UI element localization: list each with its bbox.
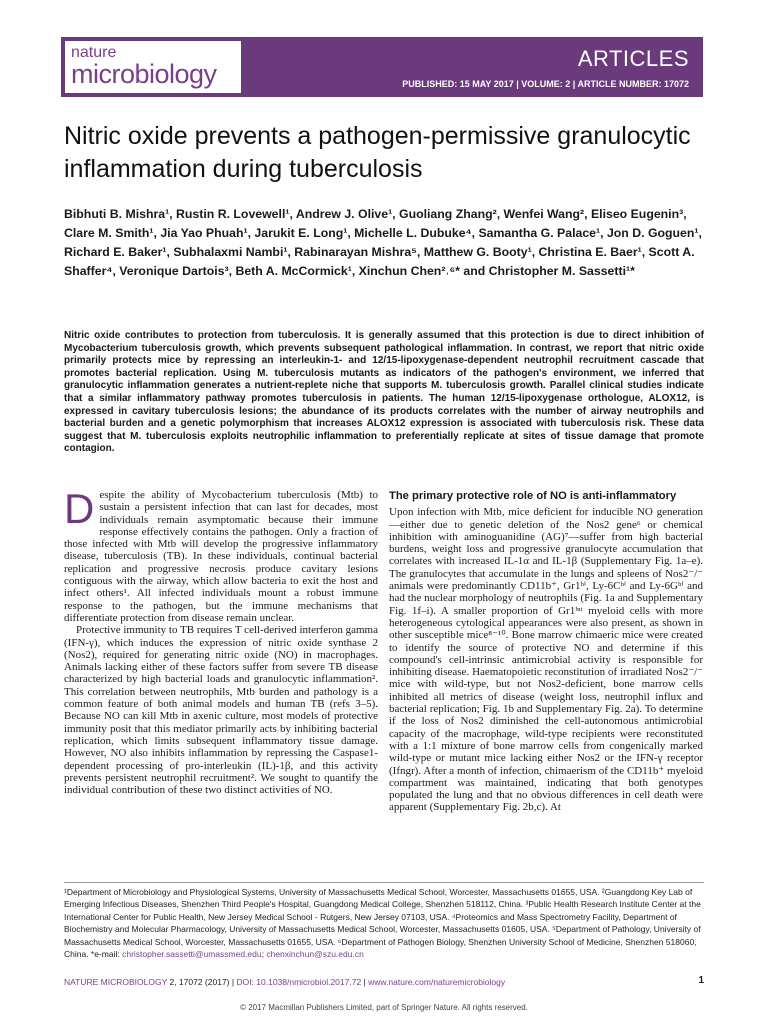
author-list: Bibhuti B. Mishra¹, Rustin R. Lovewell¹, Andrew J. Olive¹, Guoliang Zhang², Wenfei Wang², Eliseo Eugenin³, Clare M. Smith¹, Jia Yao Phuah¹, Jarukit E. Long¹, Michelle L. Dubuke⁴, Samantha G. Palace¹, Jon D. Goguen¹, Richard E. Baker¹, Subhalaxmi Nambi¹, Rabinarayan Mishra⁵, Matthew G. Booty¹, Christina E. Baer¹, Scott A. Shaffer⁴, Veronique Dartois³, Beth A. McCormick¹, Xinchun Chen²˒⁶* and Christopher M. Sassetti¹* bbox=[64, 207, 702, 278]
email-link-sassetti[interactable]: christopher.sassetti@umassmed.edu bbox=[122, 949, 262, 960]
logo-line-2: microbiology bbox=[71, 59, 217, 89]
page-number: 1 bbox=[698, 975, 704, 986]
logo-line-1: nature bbox=[71, 44, 117, 61]
email-link-chen[interactable]: chenxinchun@szu.edu.cn bbox=[266, 949, 364, 960]
body-column-right bbox=[389, 489, 703, 814]
journal-header bbox=[61, 37, 703, 97]
affiliations-text: ¹Department of Microbiology and Physiological Systems, University of Massachusetts Medical School, Worcester, Massachusetts 01655, USA. ²Guangdong Key Lab of Emerging Infectious Diseases, Shenzhen Third People's Hospital, Guangdong Medical College, Shenzhen 518112, China. ³Public Health Research Institute Center at the International Center for Public Health, New Jersey Medical School - Rutgers, New Jersey 07103, USA. ⁴Proteomics and Mass Spectrometry Facility, Department of Biochemistry and Molecular Pharmacology, University of Massachusetts Medical School, Worcester, Massachusetts 01605, USA. ⁵Department of Pathology, University of Massachusetts Medical School, Worcester, Massachusetts 01655, USA. ⁶Department of Pathogen Biology, Shenzhen University School of Medicine, Shenzhen 518060, China. *e-mail: bbox=[64, 887, 701, 960]
publication-info: PUBLISHED: 15 MAY 2017 | VOLUME: 2 | ARTICLE NUMBER: 17072 bbox=[402, 79, 689, 89]
footer-separator: | bbox=[361, 977, 369, 987]
footer-citation bbox=[64, 977, 505, 987]
copyright-notice: © 2017 Macmillan Publishers Limited, part of Springer Nature. All rights reserved. bbox=[240, 1003, 528, 1012]
article-title: Nitric oxide prevents a pathogen-permissive granulocytic inflammation during tuberculosis bbox=[64, 122, 691, 183]
intro-paragraph-1: espite the ability of Mycobacterium tuberculosis (Mtb) to sustain a persistent infection that can last for decades, most individuals remain asymptomatic because their immune response effectively contains the pathogen. Only a fraction of those infected with Mtb will develop the progressive inflammatory disease, tuberculosis (TB). In these individuals, continual bacterial replication and progressive necrosis produce cavitary lesions contiguous with the airway, which allow bacteria to exit the host and infect others¹. All infected individuals mount a robust immune response to the pathogen, but the immune mechanisms that differentiate protection from disease remain unclear. bbox=[64, 489, 378, 624]
section-heading: The primary protective role of NO is anti-inflammatory bbox=[389, 490, 677, 502]
footnote-divider bbox=[64, 882, 704, 883]
section-label: ARTICLES bbox=[577, 46, 689, 71]
footer-journal-name: NATURE MICROBIOLOGY bbox=[64, 977, 168, 987]
footer-volume: 2, 17072 (2017) | bbox=[167, 977, 237, 987]
abstract: Nitric oxide contributes to protection from tuberculosis. It is generally assumed that this protection is due to direct inhibition of Mycobacterium tuberculosis growth, which prevents subsequent pathological inflammation. In contrast, we report that nitric oxide primarily protects mice by repressing an interleukin-1- and 12/15-lipoxygenase-dependent neutrophil recruitment cascade that promotes bacterial replication. Using M. tuberculosis mutants as indicators of the pathogen's environment, we inferred that granulocytic inflammation generates a nutrient-replete niche that supports M. tuberculosis growth. Parallel clinical studies indicate that a similar inflammatory pathway promotes tuberculosis in patients. The human 12/15-lipoxygenase orthologue, ALOX12, is expressed in cavitary tuberculosis lesions; the abundance of its products correlates with the number of airway neutrophils and bacterial burden and a genetic polymorphism that increases ALOX12 expression is associated with tuberculosis risk. These data suggest that M. tuberculosis exploits neutrophilic inflammation to preferentially replicate at sites of tissue damage that promote contagion. bbox=[64, 330, 704, 455]
journal-logo[interactable] bbox=[65, 41, 241, 93]
journal-url-link[interactable]: www.nature.com/naturemicrobiology bbox=[368, 977, 506, 987]
drop-cap: D bbox=[64, 485, 95, 532]
affiliations bbox=[64, 886, 704, 960]
intro-paragraph-2: Protective immunity to TB requires T cell-derived interferon gamma (IFN-γ), which induces the expression of nitric oxide synthase 2 (Nos2), required for generating nitric oxide (NO) in macrophages. Animals lacking either of these factors suffer from severe TB disease characterized by high bacterial loads and granulocytic inflammation². This correlation between neutrophils, Mtb burden and pathology is a common feature of both animal models and human TB (refs 3–5). Because NO can kill Mtb in axenic culture, most models of protective immunity posit that this mediator primarily acts by inhibiting bacterial replication, which limits subsequent inflammatory tissue damage. However, NO also inhibits inflammation by repressing the Caspase1-dependent processing of pro-interleukin (IL)-1β, and this activity prevents persistent neutrophil recruitment². We sought to quantify the individual contribution of these two distinct activities of NO. bbox=[64, 624, 378, 797]
email-separator: ; bbox=[261, 949, 267, 960]
doi-link[interactable]: DOI: 10.1038/nmicrobiol.2017.72 bbox=[236, 977, 362, 987]
results-paragraph-1: Upon infection with Mtb, mice deficient for inducible NO generation—either due to genetic deletion of the Nos2 gene⁶ or chemical inhibition with aminoguanidine (AG)⁷—suffer from high bacterial burdens, weight loss and progressive granulocyte accumulation that correlates with increased IL-1α and IL-1β (Supplementary Fig. 1a–e). The granulocytes that accumulate in the lungs and spleens of Nos2⁻/⁻ animals were predominantly CD11b⁺, Gr1ʰⁱ, Ly-6Cʰⁱ and Ly-6Gʰⁱ and had the nuclear morphology of neutrophils (Fig. 1a and Supplementary Fig. 1f–i). A smaller proportion of Gr1ⁱⁿᵗ myeloid cells with more heterogeneous cytological appearances were also present, as shown in other susceptible mice⁸⁻¹⁰. Bone marrow chimaeric mice were created to identify the source of protective NO and determine if this compound's cell-intrinsic antimicrobial activity is responsible for inhibiting disease. Haematopoietic reconstitution of irradiated Nos2⁻/⁻ mice with wild-type, but not Nos2-deficient, bone marrow cells inhibited all metrics of disease (weight loss, neutrophil influx and bacterial replication; Fig. 1b and Supplementary Fig. 2a). To determine if the loss of Nos2 diminished the cell-autonomous antimicrobial capacity of the macrophage, wild-type recipients were reconstituted with a 1:1 mixture of bone marrow cells from congenically marked wild-type or mutant mice lacking either Nos2 or the IFN-γ receptor (Ifngr). After a month of infection, chimaerism of the CD11b⁺ myeloid compartment was maintained, indicating that both genotypes populated the lung and that no obvious differences in cell death were apparent (Supplementary Fig. 2b,c). At bbox=[389, 506, 703, 814]
body-column-left bbox=[64, 485, 378, 797]
